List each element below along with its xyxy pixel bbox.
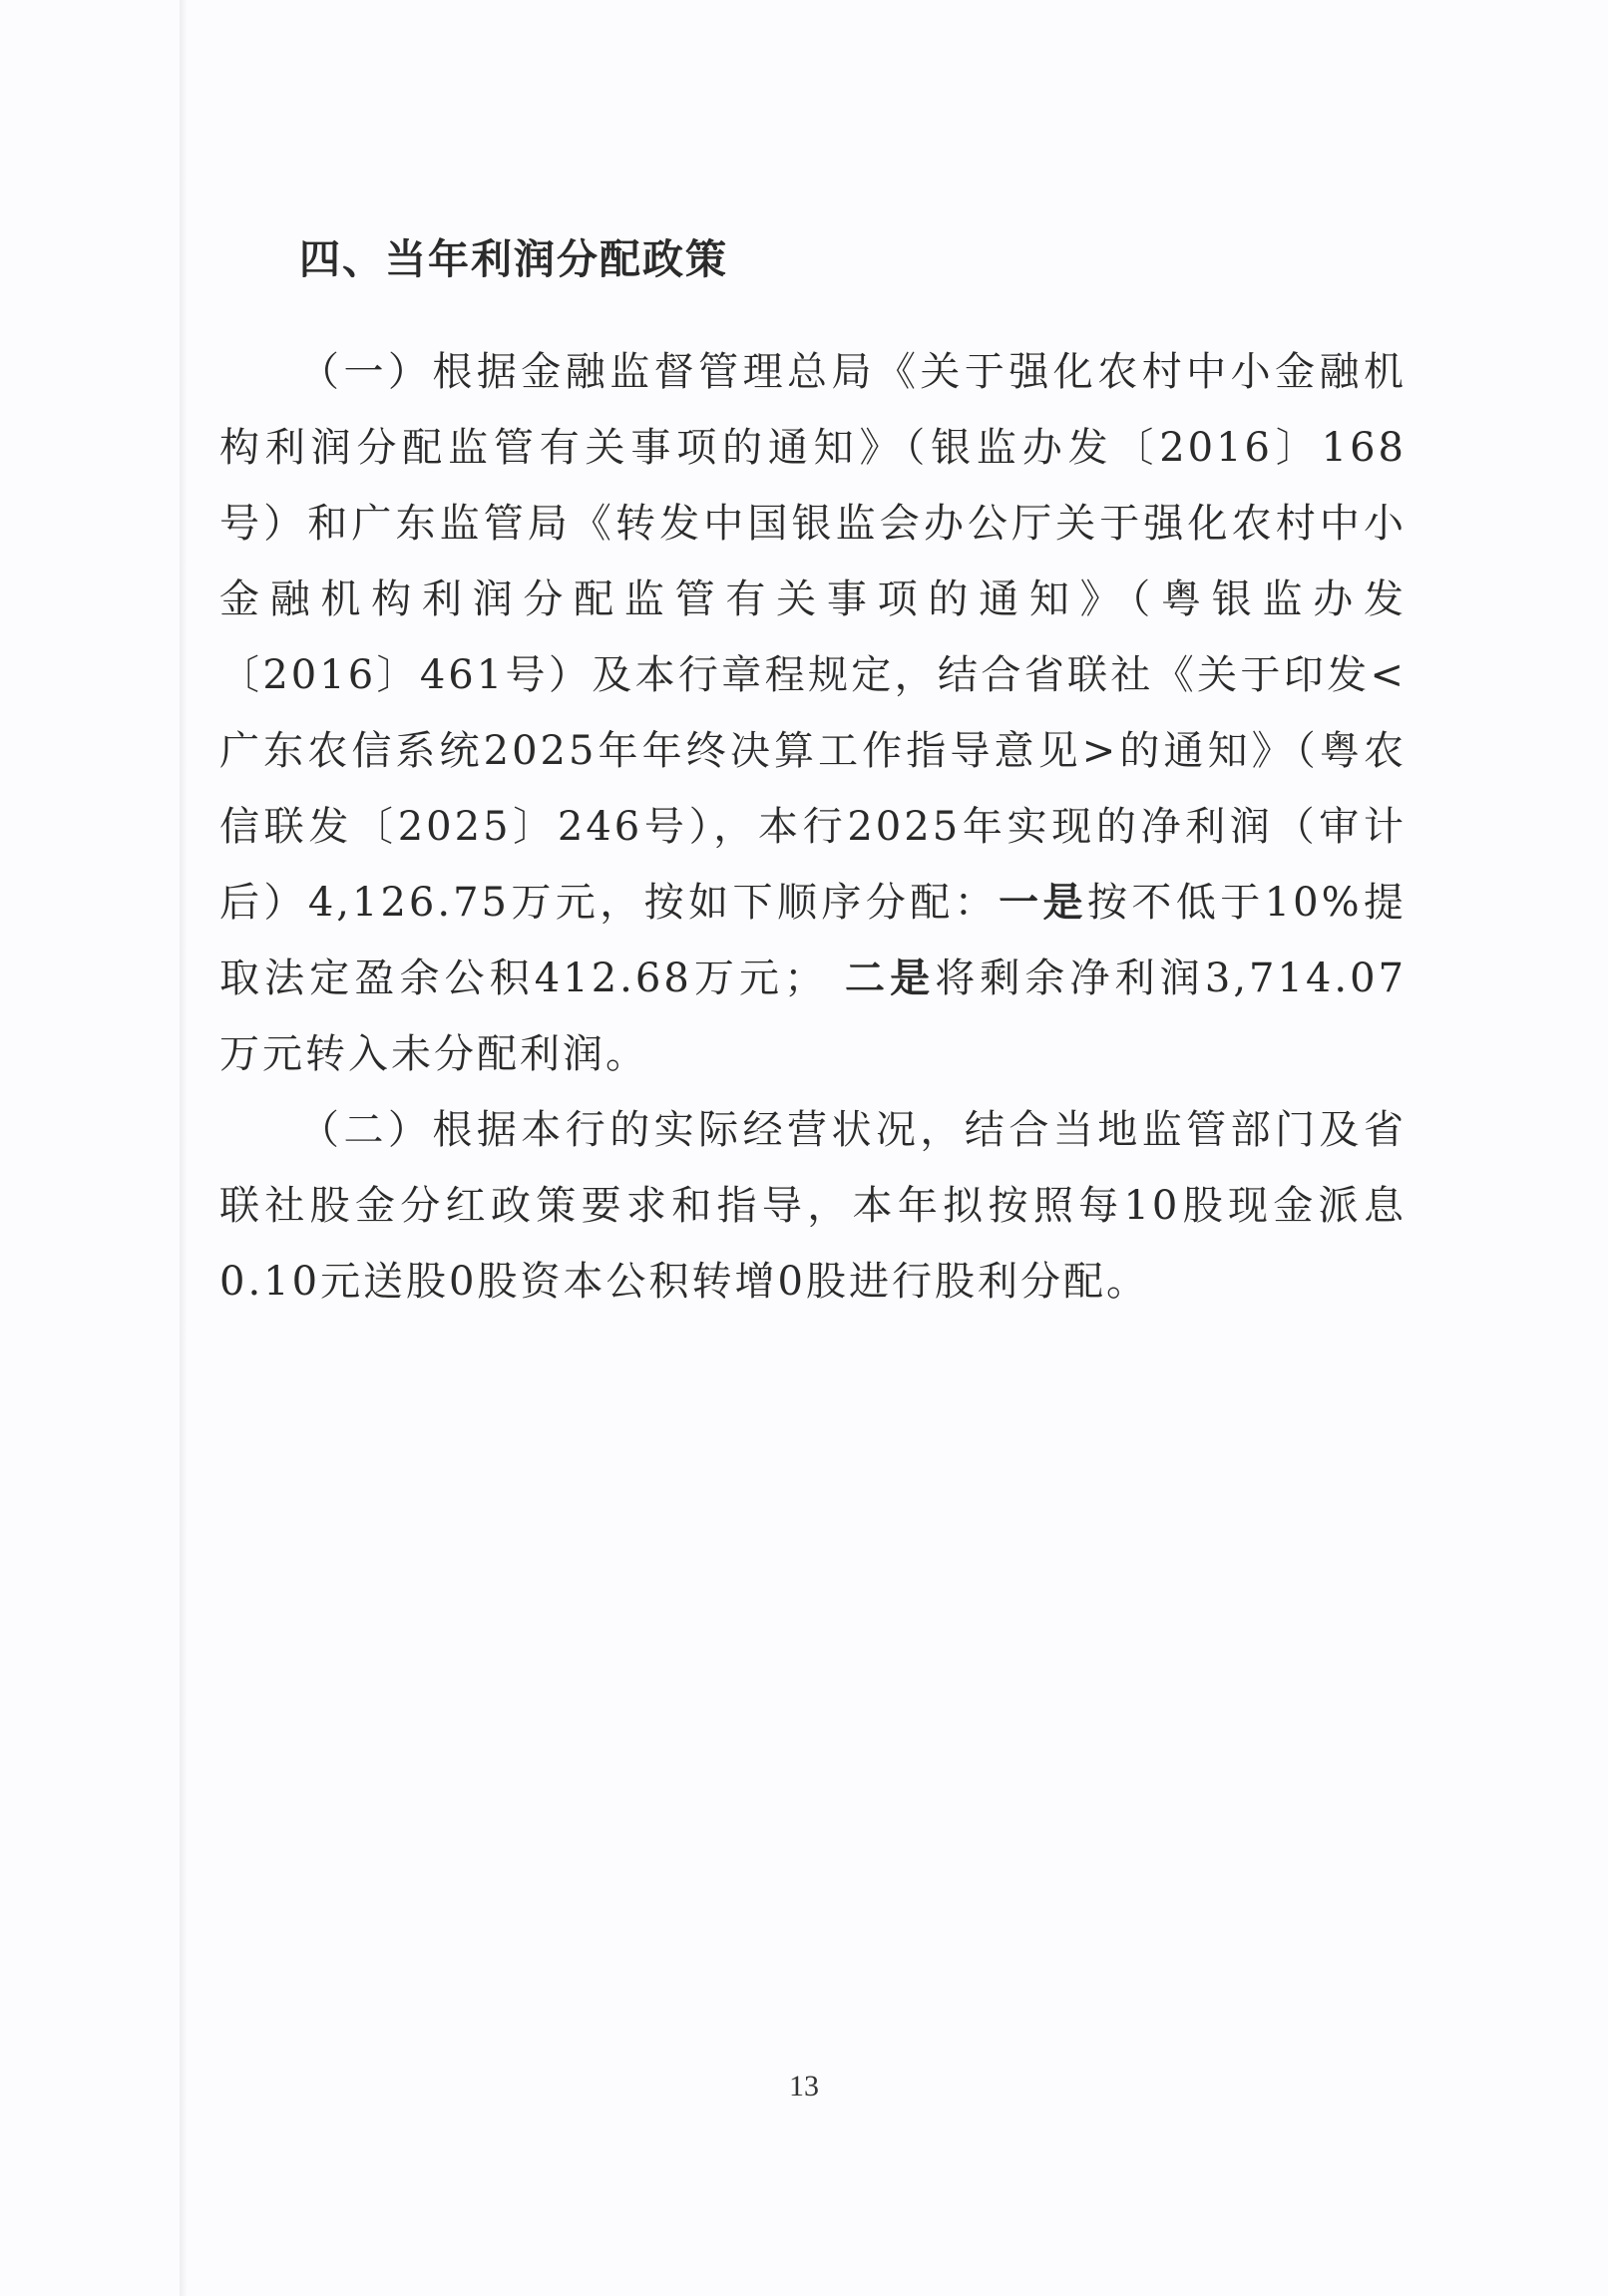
paragraph-profit-distribution (219, 334, 1407, 1092)
page-edge-shadow (180, 0, 188, 2296)
document-body (219, 221, 1407, 1320)
paragraph-text: （二）根据本行的实际经营状况，结合当地监管部门及省联社股金分红政策要求和指导，本年拟按照每10股现金派息0.10元送股0股资本公积转增0股进行股利分配。 (219, 1107, 1407, 1305)
paragraph-text: 将剩余净利润3,714.07万元转入未分配利润。 (219, 956, 1407, 1077)
section-heading: 四、当年利润分配政策 (299, 235, 728, 283)
bold-emphasis-second: 二是 (844, 956, 936, 1001)
page-number: 13 (789, 2070, 819, 2103)
paragraph-dividend-policy (219, 1092, 1407, 1320)
paragraph-text: （一）根据金融监督管理总局《关于强化农村中小金融机构利润分配监管有关事项的通知》（银监办发〔2016〕168号）和广东监管局《转发中国银监会办公厅关于强化农村中小金融机构利润分配监管有关事项的通知》（粤银监办发〔2016〕461号）及本行章程规定，结合省联社《关于印发<广东农信系统2025年年终决算工作指导意见>的通知》（粤农信联发〔2025〕246号），本行2025年实现的净利润（审计后）4,126.75万元，按如下顺序分配： (219, 349, 1407, 926)
bold-emphasis-first: 一是 (999, 880, 1087, 926)
paragraph-text: 按不低于10%提取法定盈余公积412.68万元； (219, 880, 1407, 1001)
